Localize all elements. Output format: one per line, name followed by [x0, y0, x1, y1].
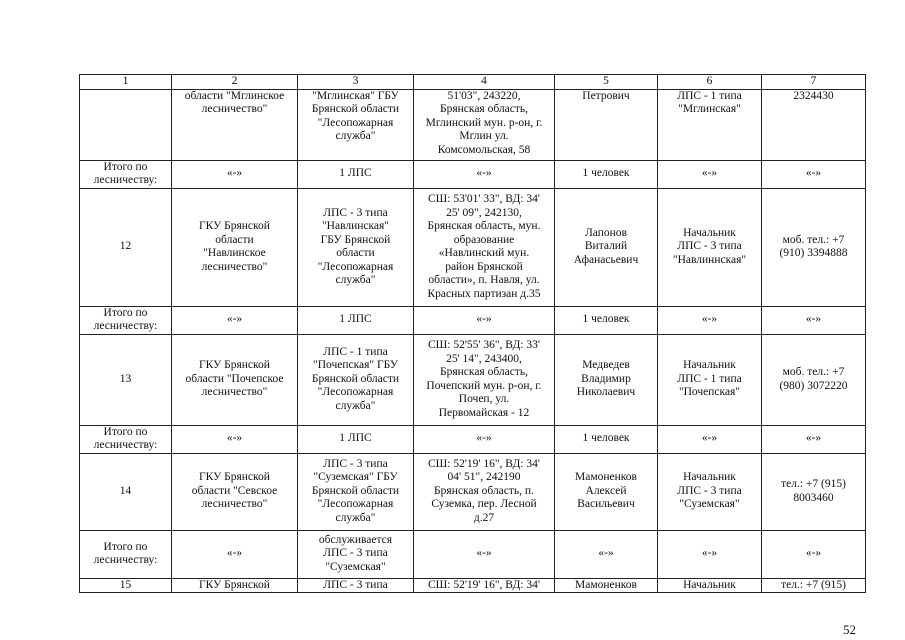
- fire-station-cell: 1 ЛПС: [298, 306, 414, 334]
- forestry-cell: «-»: [172, 530, 298, 578]
- position-cell: ЛПС - 1 типа "Мглинская": [658, 89, 762, 160]
- fire-station-cell: ЛПС - 3 типа: [298, 578, 414, 593]
- table-row-continued: [80, 89, 866, 160]
- phone-cell: «-»: [762, 160, 866, 188]
- phone-cell: «-»: [762, 530, 866, 578]
- phone-cell: тел.: +7 (915): [762, 578, 866, 593]
- forestry-cell: ГКУ Брянской области "Севское лесничество": [172, 453, 298, 530]
- header-cell-6: 6: [658, 75, 762, 90]
- position-cell: Начальник ЛПС - 3 типа "Навлиннская": [658, 188, 762, 306]
- address-cell: СШ: 52'19' 16", ВД: 34': [414, 578, 555, 593]
- forestry-cell: «-»: [172, 160, 298, 188]
- phone-cell: «-»: [762, 306, 866, 334]
- total-label-cell: Итого по лесничеству:: [80, 306, 172, 334]
- header-row: [80, 75, 866, 90]
- phone-cell: 2324430: [762, 89, 866, 160]
- page-number: 52: [843, 622, 856, 637]
- phone-cell: моб. тел.: +7 (910) 3394888: [762, 188, 866, 306]
- person-cell: 1 человек: [555, 306, 658, 334]
- forestry-cell: ГКУ Брянской области "Навлинское лесничество": [172, 188, 298, 306]
- total-label-cell: Итого по лесничеству:: [80, 425, 172, 453]
- table-row: [80, 334, 866, 425]
- row-number-cell: 13: [80, 334, 172, 425]
- row-number-cell: 12: [80, 188, 172, 306]
- person-cell: Мамоненков Алексей Васильевич: [555, 453, 658, 530]
- person-cell: Петрович: [555, 89, 658, 160]
- position-cell: Начальник: [658, 578, 762, 593]
- person-cell: Лапонов Виталий Афанасьевич: [555, 188, 658, 306]
- position-cell: «-»: [658, 160, 762, 188]
- fire-station-cell: ЛПС - 3 типа "Суземская" ГБУ Брянской области "Лесопожарная служба": [298, 453, 414, 530]
- row-number-cell: [80, 89, 172, 160]
- position-cell: «-»: [658, 306, 762, 334]
- fire-station-cell: "Мглинская" ГБУ Брянской области "Лесопожарная служба": [298, 89, 414, 160]
- phone-cell: тел.: +7 (915) 8003460: [762, 453, 866, 530]
- forestry-cell: ГКУ Брянской: [172, 578, 298, 593]
- header-cell-3: 3: [298, 75, 414, 90]
- table-row: [80, 453, 866, 530]
- address-cell: СШ: 52'55' 36", ВД: 33' 25' 14", 243400, Брянская область, Почепский мун. р-он, г. Почеп, ул. Первомайская - 12: [414, 334, 555, 425]
- row-number-cell: 14: [80, 453, 172, 530]
- person-cell: «-»: [555, 530, 658, 578]
- table-row-total: [80, 425, 866, 453]
- address-cell: СШ: 52'19' 16", ВД: 34' 04' 51", 242190 Брянская область, п. Суземка, пер. Лесной д.27: [414, 453, 555, 530]
- forestry-cell: «-»: [172, 306, 298, 334]
- forestry-table: [79, 74, 866, 593]
- total-label-cell: Итого по лесничеству:: [80, 530, 172, 578]
- table-row-total: [80, 160, 866, 188]
- address-cell: 51'03", 243220, Брянская область, Мглинский мун. р-он, г. Мглин ул. Комсомольская, 58: [414, 89, 555, 160]
- phone-cell: моб. тел.: +7 (980) 3072220: [762, 334, 866, 425]
- header-cell-7: 7: [762, 75, 866, 90]
- phone-cell: «-»: [762, 425, 866, 453]
- address-cell: «-»: [414, 160, 555, 188]
- address-cell: СШ: 53'01' 33", ВД: 34' 25' 09", 242130, Брянская область, мун. образование «Навлинский мун. район Брянской области», п. Навля, ул. Красных партизан д.35: [414, 188, 555, 306]
- person-cell: Мамоненков: [555, 578, 658, 593]
- fire-station-cell: ЛПС - 1 типа "Почепская" ГБУ Брянской области "Лесопожарная служба": [298, 334, 414, 425]
- forestry-cell: области "Мглинское лесничество": [172, 89, 298, 160]
- position-cell: «-»: [658, 425, 762, 453]
- table-row-total: [80, 306, 866, 334]
- header-cell-4: 4: [414, 75, 555, 90]
- total-label-cell: Итого по лесничеству:: [80, 160, 172, 188]
- person-cell: Медведев Владимир Николаевич: [555, 334, 658, 425]
- row-number-cell: 15: [80, 578, 172, 593]
- address-cell: «-»: [414, 306, 555, 334]
- address-cell: «-»: [414, 425, 555, 453]
- header-cell-5: 5: [555, 75, 658, 90]
- person-cell: 1 человек: [555, 160, 658, 188]
- address-cell: «-»: [414, 530, 555, 578]
- position-cell: «-»: [658, 530, 762, 578]
- position-cell: Начальник ЛПС - 3 типа "Суземская": [658, 453, 762, 530]
- forestry-cell: «-»: [172, 425, 298, 453]
- fire-station-cell: 1 ЛПС: [298, 425, 414, 453]
- header-cell-1: 1: [80, 75, 172, 90]
- forestry-cell: ГКУ Брянской области "Почепское лесничество": [172, 334, 298, 425]
- fire-station-cell: ЛПС - 3 типа "Навлинская" ГБУ Брянской области "Лесопожарная служба": [298, 188, 414, 306]
- fire-station-cell: обслуживается ЛПС - 3 типа "Суземская": [298, 530, 414, 578]
- table-row: [80, 188, 866, 306]
- header-cell-2: 2: [172, 75, 298, 90]
- table-row-cut: [80, 578, 866, 593]
- table-row-total: [80, 530, 866, 578]
- position-cell: Начальник ЛПС - 1 типа "Почепская": [658, 334, 762, 425]
- person-cell: 1 человек: [555, 425, 658, 453]
- fire-station-cell: 1 ЛПС: [298, 160, 414, 188]
